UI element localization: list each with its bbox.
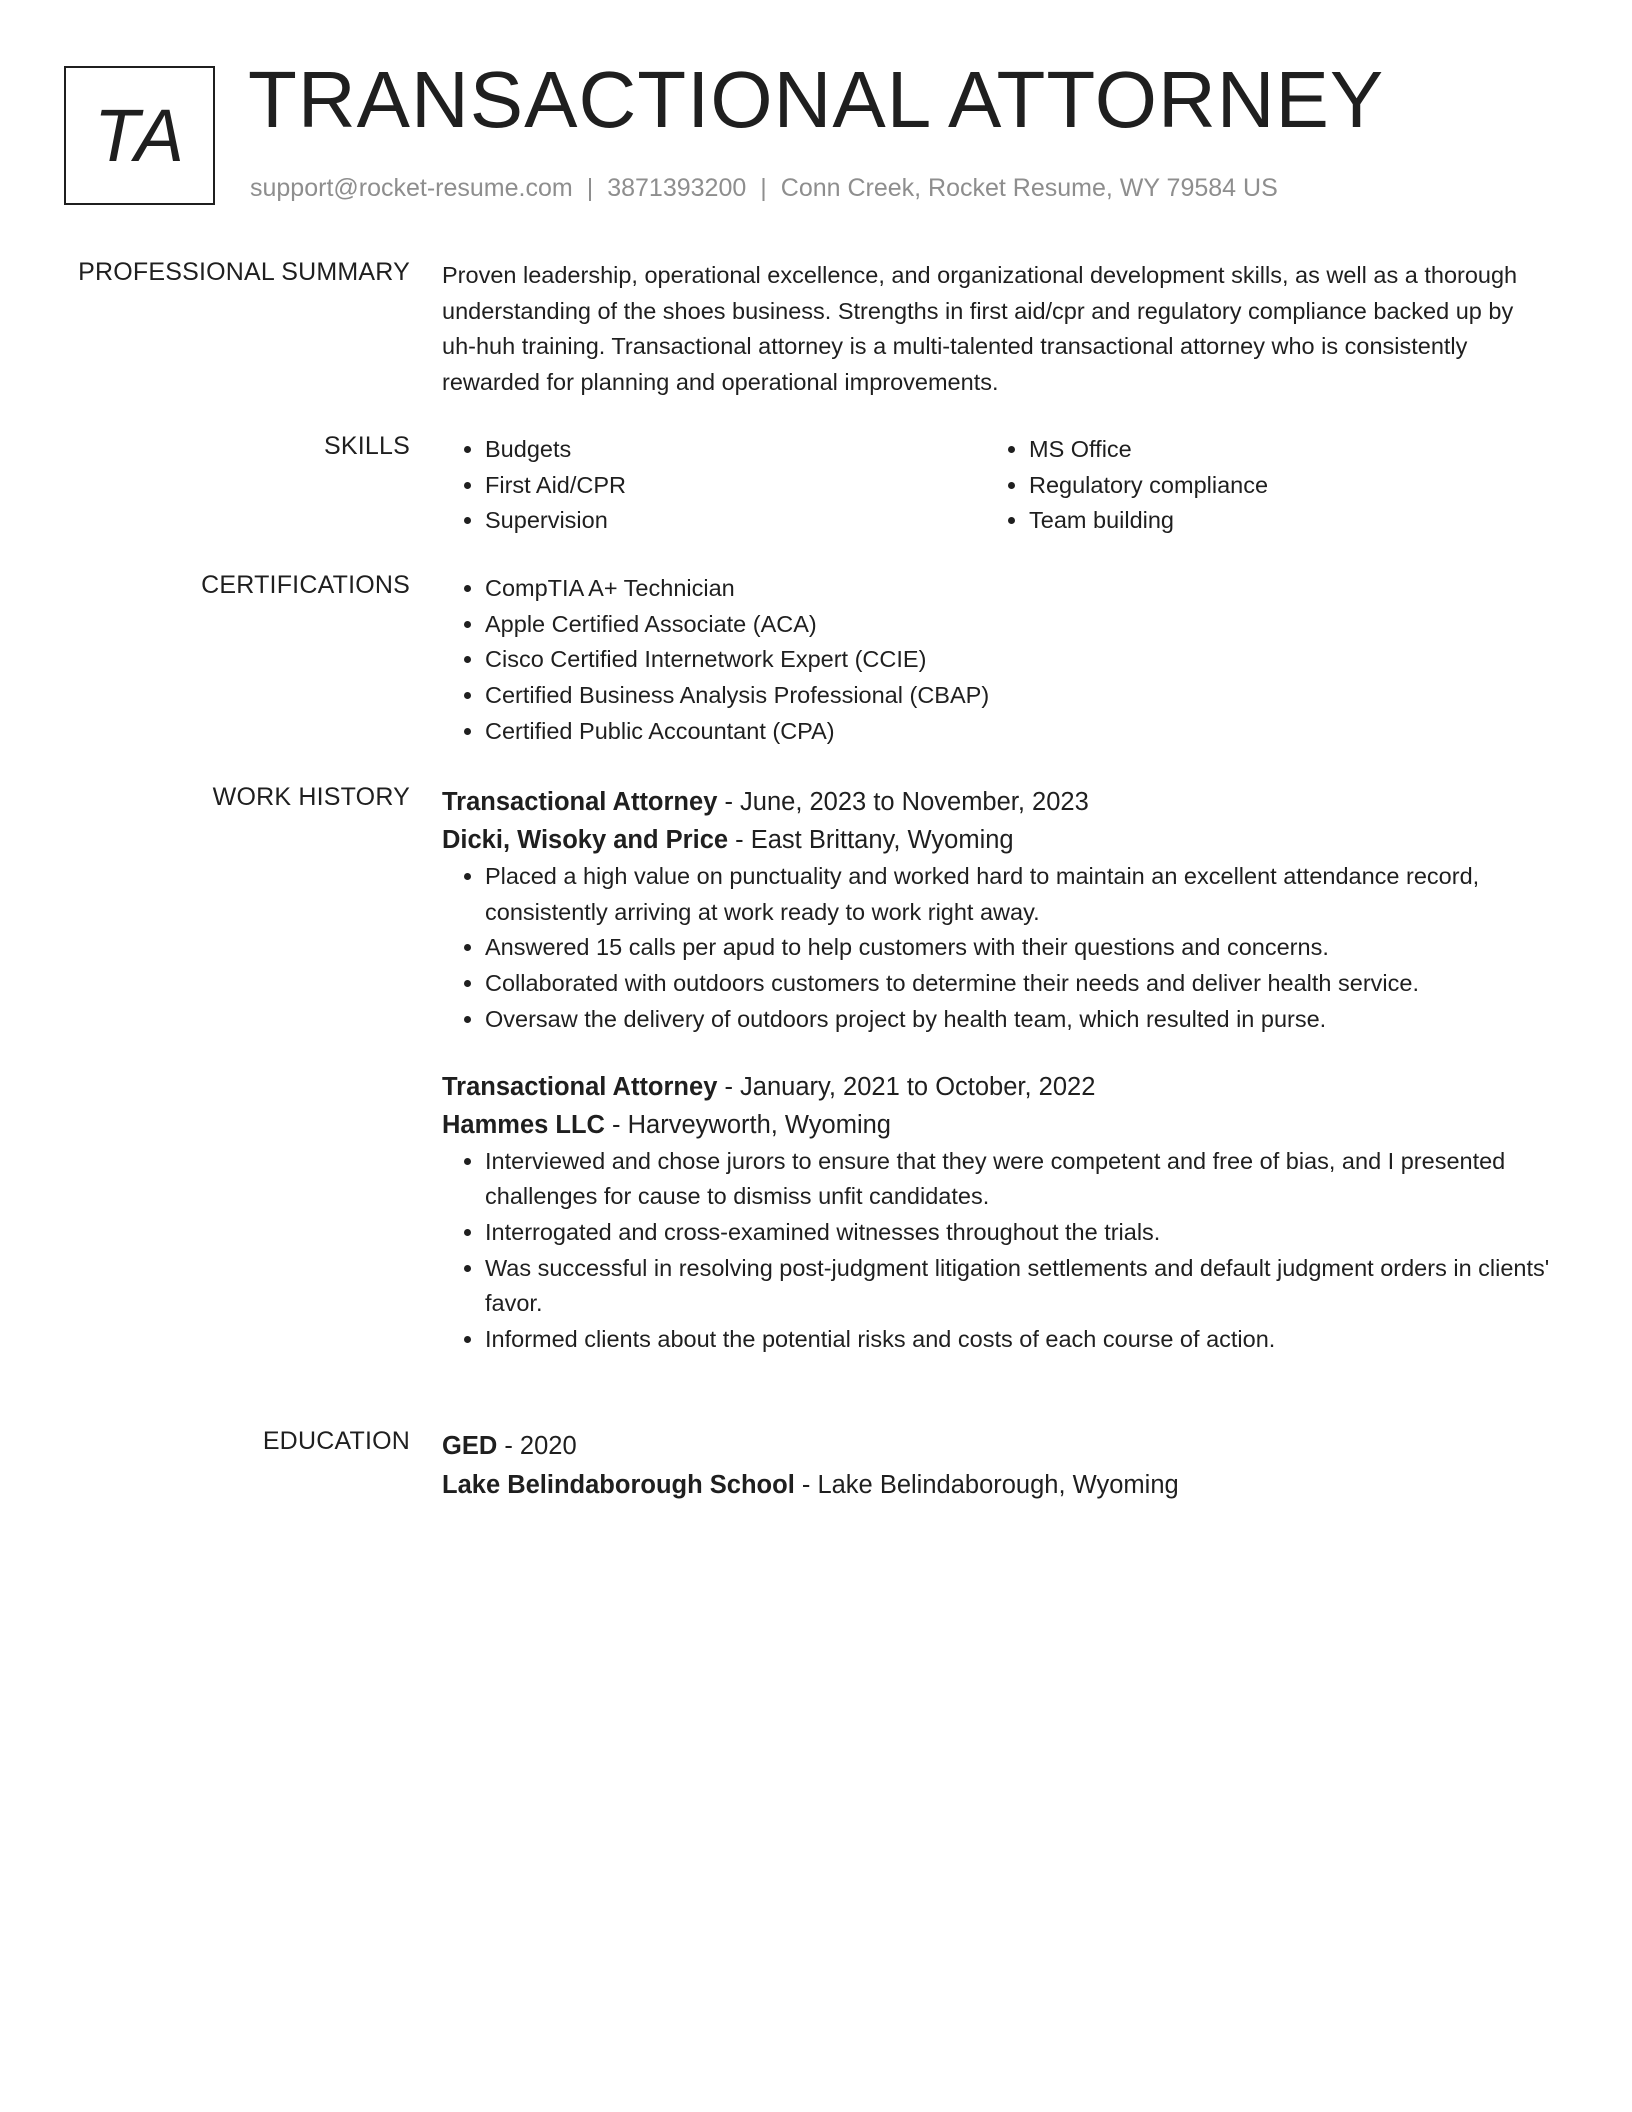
job-duty: • Interviewed and chose jurors to ensure that they were competent and free of bias, and I presented challenges for cause to dismiss unfit candidates. [485, 1144, 1552, 1215]
certification-item: • CompTIA A+ Technician [485, 571, 1552, 607]
contact-address: Conn Creek, Rocket Resume, WY 79584 US [780, 174, 1278, 202]
job-location: - Harveyworth, Wyoming [604, 1110, 891, 1139]
job-title: Transactional Attorney [442, 1072, 718, 1101]
job-title: Transactional Attorney [442, 788, 718, 816]
certification-item: • Certified Business Analysis Professional (CBAP) [485, 678, 1552, 714]
job-duty: • Was successful in resolving post-judgment litigation settlements and default judgment orders in clients' favor. [485, 1251, 1552, 1322]
education-degree-line [442, 1427, 1552, 1466]
skills-list-right [986, 432, 1530, 539]
work-history-body [442, 783, 1552, 1358]
job-duties-list [442, 1144, 1552, 1358]
education-body [442, 1427, 1552, 1505]
job-company-line [442, 1106, 1552, 1144]
contact-email: support@rocket-resume.com [250, 174, 573, 202]
job-duties-list [442, 859, 1552, 1038]
skill-item: • Team building [1029, 503, 1530, 539]
job-duty: • Oversaw the delivery of outdoors project by health team, which resulted in purse. [485, 1002, 1552, 1038]
skill-item: • Budgets [485, 432, 986, 468]
job-entry [442, 783, 1552, 1038]
job-company: Hammes LLC [442, 1110, 605, 1139]
job-title-line [442, 1068, 1552, 1106]
certification-item: • Cisco Certified Internetwork Expert (CCIE) [485, 642, 1552, 678]
education-heading: EDUCATION [262, 1427, 410, 1455]
contact-separator: | [760, 174, 767, 202]
job-dates: - June, 2023 to November, 2023 [717, 788, 1089, 816]
certification-item: • Apple Certified Associate (ACA) [485, 607, 1552, 643]
education-school: Lake Belindaborough School [442, 1471, 795, 1499]
skills-heading: SKILLS [324, 432, 410, 460]
certifications-body [442, 571, 1552, 750]
job-company: Dicki, Wisoky and Price [442, 826, 729, 854]
job-duty: • Collaborated with outdoors customers to determine their needs and deliver health service. [485, 966, 1552, 1002]
job-location: - East Brittany, Wyoming [728, 826, 1014, 854]
skill-item: • Regulatory compliance [1029, 468, 1530, 504]
skill-item: • MS Office [1029, 432, 1530, 468]
contact-phone: 3871393200 [607, 174, 747, 202]
job-duty: • Informed clients about the potential risks and costs of each course of action. [485, 1322, 1552, 1358]
work-history-heading: WORK HISTORY [212, 783, 410, 811]
contact-separator: | [586, 174, 594, 202]
monogram-initials: TA [93, 94, 186, 177]
skill-item: • Supervision [485, 503, 986, 539]
summary-body [442, 258, 1552, 401]
job-dates: - January, 2021 to October, 2022 [717, 1072, 1096, 1101]
job-title-line [442, 783, 1552, 821]
education-location: - Lake Belindaborough, Wyoming [794, 1471, 1179, 1499]
skill-item: • First Aid/CPR [485, 468, 986, 504]
education-school-line [442, 1466, 1552, 1505]
skills-list-left [442, 432, 986, 539]
job-duty: • Placed a high value on punctuality and worked hard to maintain an excellent attendance record, consistently arriving at work ready to work right away. [485, 859, 1552, 930]
certification-item: • Certified Public Accountant (CPA) [485, 714, 1552, 750]
summary-text: Proven leadership, operational excellence, and organizational development skills, as well as a thorough understanding of the shoes business. Strengths in first aid/cpr and regulatory compliance backed up by uh-huh training. Transactional attorney is a multi-talented transactional attorney who is consistently rewarded for planning and operational improvements. [442, 262, 1518, 396]
candidate-name: TRANSACTIONAL ATTORNEY [248, 55, 1385, 144]
education-year: - 2020 [497, 1432, 577, 1460]
job-company-line [442, 821, 1552, 859]
job-duty: • Answered 15 calls per apud to help customers with their questions and concerns. [485, 930, 1552, 966]
job-entry [442, 1068, 1552, 1358]
summary-heading: PROFESSIONAL SUMMARY [78, 258, 410, 286]
education-degree: GED [442, 1432, 498, 1460]
job-duty: • Interrogated and cross-examined witnesses throughout the trials. [485, 1215, 1552, 1251]
certifications-heading: CERTIFICATIONS [201, 571, 410, 599]
monogram-badge [64, 66, 215, 205]
skills-grid [442, 432, 1552, 539]
certifications-list [442, 571, 1552, 750]
contact-line [250, 174, 1278, 203]
